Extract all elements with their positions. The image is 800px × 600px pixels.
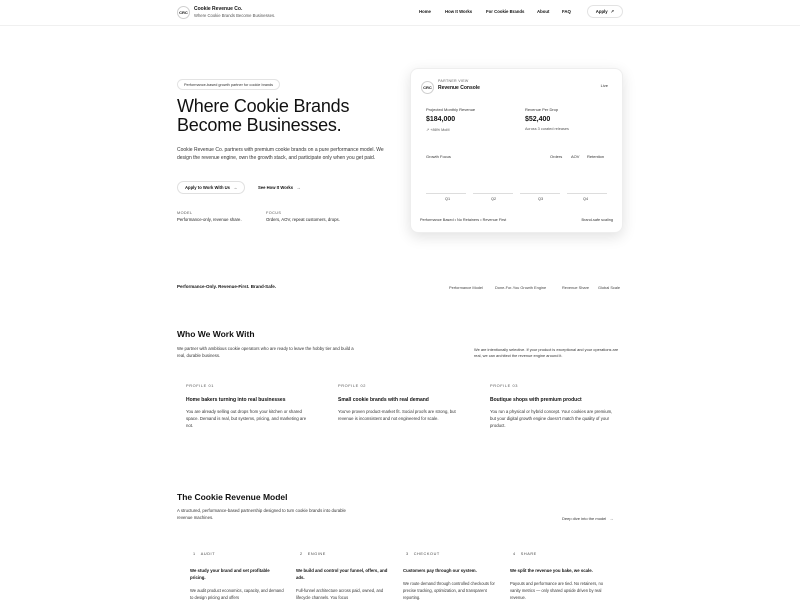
- step-title: We study your brand and set profitable pricing.: [190, 568, 270, 580]
- who-section-description: We partner with ambitious cookie operators who are ready to leave the hobby tier and build a real, durable business.: [177, 346, 354, 358]
- hero-title: Where Cookie Brands Become Businesses.: [177, 96, 350, 135]
- profile-title: Small cookie brands with real demand: [338, 397, 429, 403]
- quarter-label: Q3: [538, 197, 544, 201]
- apply-to-work-button[interactable]: [177, 181, 245, 194]
- console-kicker: PARTNER VIEW: [438, 79, 469, 83]
- focus-tab-retention[interactable]: Retention: [587, 154, 605, 159]
- apply-button[interactable]: [587, 5, 623, 18]
- step-title: We split the revenue you bake, we scale.: [510, 568, 593, 573]
- step-body: We audit product economics, capacity, and demand to design pricing and offers: [190, 588, 284, 600]
- strip-item-revenue-share: Revenue Share: [562, 285, 590, 290]
- growth-focus-label: Growth Focus: [426, 154, 451, 159]
- see-how-it-works-label: See How It Works: [258, 185, 294, 190]
- console-footer-left: Performance Based • No Retainers • Revenue First: [420, 218, 507, 222]
- metric-label-per-drop: Revenue Per Drop: [525, 107, 559, 112]
- profile-body: You've proven product-market fit. Social proofs are strong, but revenue is inconsistent and not engineered for scale.: [338, 409, 456, 421]
- strip-item-performance-model: Performance Model: [449, 285, 483, 290]
- meta-model-value: Performance-only, revenue share.: [177, 217, 242, 222]
- console-title: Revenue Console: [438, 85, 480, 91]
- profile-title: Home bakers turning into real businesses: [186, 397, 286, 403]
- nav-link-about[interactable]: About: [537, 9, 550, 14]
- step-label: AUDIT: [200, 552, 216, 556]
- profile-label: PROFILE 01: [186, 383, 215, 388]
- metric-sub-projected: ↗ +86% MoM: [426, 128, 450, 132]
- site-header: [0, 0, 800, 26]
- step-body: We route demand through controlled checkouts for precise tracking, optimization, and transparent reporting.: [403, 581, 495, 600]
- meta-focus-label: FOCUS: [266, 211, 282, 215]
- logo-badge[interactable]: CRC: [177, 6, 190, 19]
- step-number: 3: [406, 552, 409, 556]
- strip-item-global-scale: Global Scale: [598, 285, 621, 290]
- arrow-right-icon: →: [609, 516, 614, 521]
- revenue-console-card: [410, 68, 623, 233]
- bar-q4: [567, 193, 607, 194]
- who-section-title: Who We Work With: [177, 329, 255, 339]
- step-number: 1: [193, 552, 196, 556]
- metric-label-projected: Projected Monthly Revenue: [426, 107, 476, 112]
- console-logo-badge: CRC: [421, 81, 434, 94]
- meta-model-label: MODEL: [177, 211, 193, 215]
- arrow-up-right-icon: ↗: [610, 8, 615, 14]
- step-header-checkout: [406, 552, 440, 556]
- step-number: 2: [300, 552, 303, 556]
- step-number: 4: [513, 552, 516, 556]
- profile-title: Boutique shops with premium product: [490, 397, 582, 403]
- quarter-label: Q2: [491, 197, 497, 201]
- console-status: Live: [600, 83, 608, 88]
- meta-focus-value: Orders, AOV, repeat customers, drops.: [266, 217, 340, 222]
- nav-link-home[interactable]: Home: [419, 9, 431, 14]
- apply-label: Apply: [595, 9, 608, 14]
- profile-body: You run a physical or hybrid concept. Your cookies are premium, but your digital growth engine doesn't match the quality of your product.: [490, 409, 613, 428]
- brand-tagline: Where Cookie Brands Become Businesses.: [194, 13, 276, 18]
- metric-value-projected: $184,000: [426, 116, 456, 123]
- quarter-label: Q1: [445, 197, 451, 201]
- step-title: Customers pay through our system.: [403, 568, 477, 573]
- quarter-label: Q4: [583, 197, 589, 201]
- nav-link-for-cookie-brands[interactable]: For Cookie Brands: [486, 9, 525, 14]
- metric-sub-per-drop: Across 3 curated releases: [525, 127, 569, 131]
- console-footer-right: Brand-safe scaling: [581, 218, 613, 222]
- model-section-description: A structured, performance-based partnership designed to turn cookie brands into durable revenue machines.: [177, 508, 346, 520]
- bar-q2: [473, 193, 513, 194]
- step-title: We build and control your funnel, offers, and ads.: [296, 568, 388, 580]
- profile-label: PROFILE 03: [490, 383, 519, 388]
- step-header-share: [513, 552, 537, 556]
- model-section-title: The Cookie Revenue Model: [177, 492, 288, 502]
- step-header-engine: [300, 552, 326, 556]
- hero-pill: Performance-based growth partner for cookie brands: [177, 79, 280, 90]
- deep-dive-link[interactable]: [562, 516, 613, 521]
- profile-label: PROFILE 02: [338, 383, 367, 388]
- strip-title: Performance-Only. Revenue-First. Brand-Safe.: [177, 284, 276, 289]
- strip-item-growth-engine: Done-For-You Growth Engine: [495, 285, 547, 290]
- bar-q1: [426, 193, 466, 194]
- arrow-right-icon: →: [296, 185, 301, 190]
- brand-name[interactable]: Cookie Revenue Co.: [194, 6, 243, 12]
- step-label: ENGINE: [307, 552, 326, 556]
- focus-tab-orders[interactable]: Orders: [550, 154, 563, 159]
- growth-bar-chart: [426, 164, 609, 194]
- step-label: SHARE: [520, 552, 537, 556]
- hero-description: Cookie Revenue Co. partners with premium cookie brands on a pure performance model. We design the revenue engine, own the growth stack, and participate only when you get paid.: [177, 147, 384, 161]
- arrow-right-icon: →: [233, 185, 238, 190]
- step-label: CHECKOUT: [413, 552, 440, 556]
- profile-body: You are already selling out drops from your kitchen or shared space. Demand is real, but systems, pricing, and marketing are not.: [186, 409, 307, 428]
- who-section-note: We are intentionally selective. If your product is exceptional and your operations are real, we can architect the revenue engine around it.: [474, 347, 619, 358]
- deep-dive-label: Deep dive into the model: [562, 516, 607, 521]
- metric-value-per-drop: $52,400: [525, 116, 551, 123]
- step-body: Payouts and performance are tied. No retainers, no vanity metrics — only shared upside driven by real revenue.: [510, 581, 604, 600]
- step-header-audit: [193, 552, 215, 556]
- apply-to-work-label: Apply to Work With Us: [185, 185, 231, 190]
- nav-link-how-it-works[interactable]: How It Works: [445, 9, 473, 14]
- see-how-it-works-link[interactable]: [253, 181, 305, 194]
- focus-tab-aov[interactable]: AOV: [571, 154, 580, 159]
- bar-q3: [520, 193, 560, 194]
- step-body: Full-funnel architecture across paid, owned, and lifecycle channels. You focus: [296, 588, 384, 600]
- nav-link-faq[interactable]: FAQ: [562, 9, 571, 14]
